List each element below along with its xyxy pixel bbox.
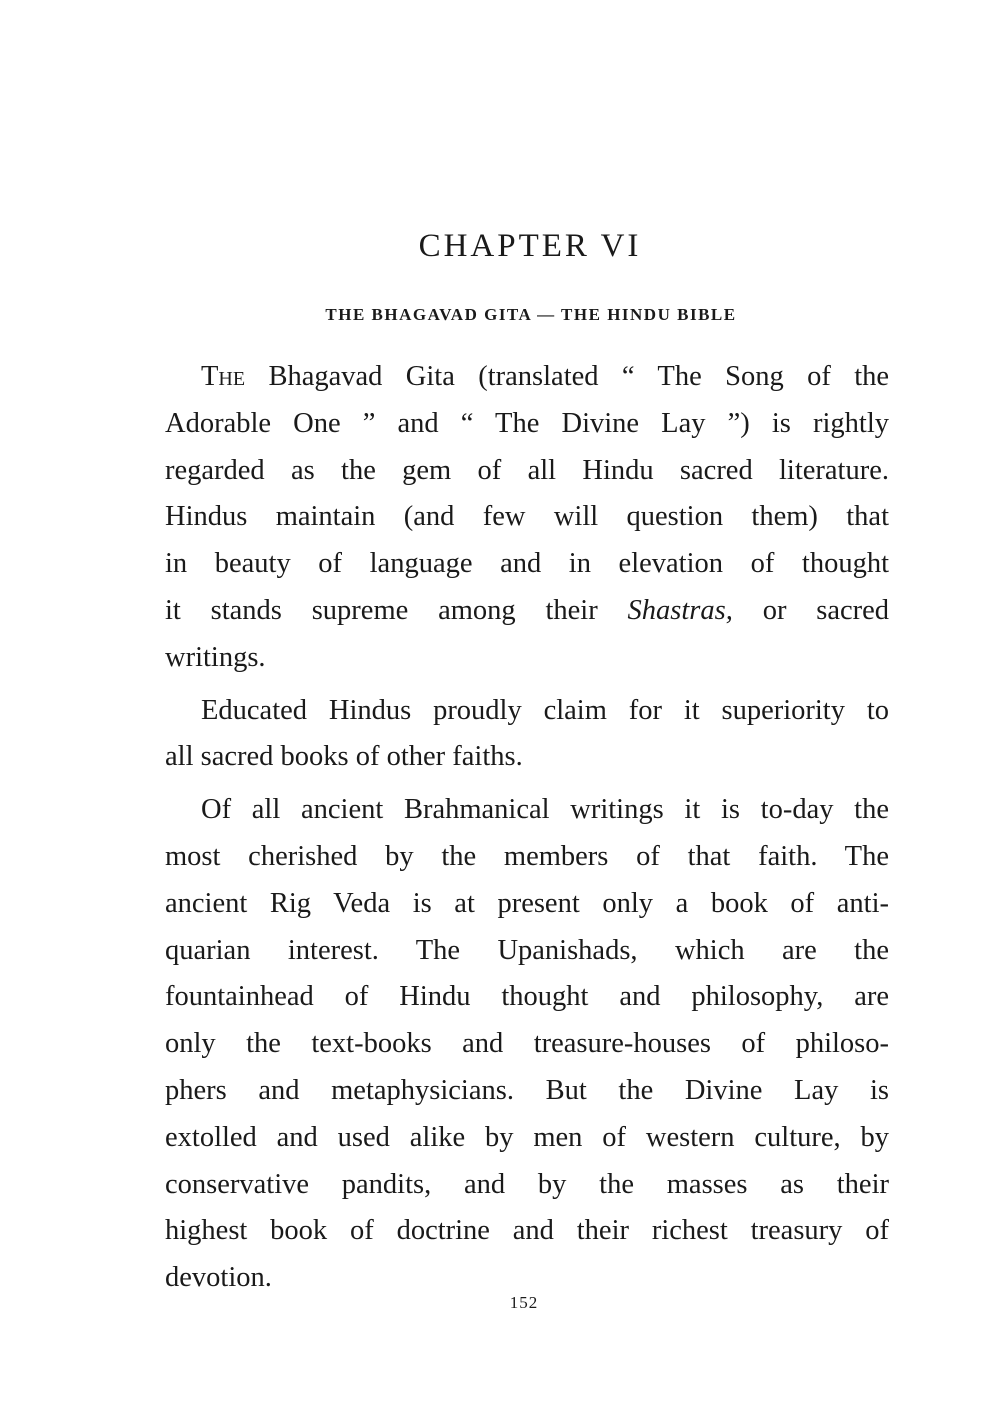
text-line: regarded as the gem of all Hindu sacred literature. — [165, 454, 889, 486]
text-line: Of all ancient Brahmanical writings it is to-day the — [201, 794, 889, 826]
text-line: Hindus maintain (and few will question them) that — [165, 501, 889, 533]
text-line: phers and metaphysicians. But the Divine Lay is — [165, 1074, 889, 1106]
chapter-subtitle: THE BHAGAVAD GITA — THE HINDU BIBLE — [325, 305, 737, 324]
text-line: only the text-books and treasure-houses of philoso- — [165, 1028, 889, 1060]
text-line: conservative pandits, and by the masses as their — [165, 1168, 889, 1200]
text-line: writings. — [165, 641, 266, 673]
text-line: Adorable One ” and “ The Divine Lay ”) is rightly — [165, 407, 889, 439]
chapter-title: CHAPTER VI — [418, 228, 642, 264]
text-line: ancient Rig Veda is at present only a book of anti- — [165, 887, 889, 919]
paragraph-1 — [165, 354, 889, 682]
text-line: quarian interest. The Upanishads, which are the — [165, 934, 889, 966]
text-line: highest book of doctrine and their richest treasury of — [165, 1215, 889, 1247]
text-line: The Bhagavad Gita (translated “ The Song of the — [201, 361, 889, 392]
body-text — [165, 354, 889, 1302]
text-line: it stands supreme among their Shastras, or sacred — [165, 594, 889, 626]
text-line: in beauty of language and in elevation of thought — [165, 548, 889, 580]
text-line: devotion. — [165, 1262, 272, 1294]
text-line: most cherished by the members of that faith. The — [165, 840, 889, 872]
page-number: 152 — [509, 1293, 539, 1312]
text-line: all sacred books of other faiths. — [165, 741, 523, 773]
paragraph-3 — [165, 787, 889, 1302]
text-line: extolled and used alike by men of western culture, by — [165, 1121, 889, 1153]
lead-word: The — [201, 361, 246, 392]
paragraph-2 — [165, 688, 889, 782]
text-line: fountainhead of Hindu thought and philosophy, are — [165, 981, 889, 1013]
text-line: Educated Hindus proudly claim for it superiority to — [201, 694, 889, 726]
italic-term: Shastras, — [627, 594, 733, 626]
